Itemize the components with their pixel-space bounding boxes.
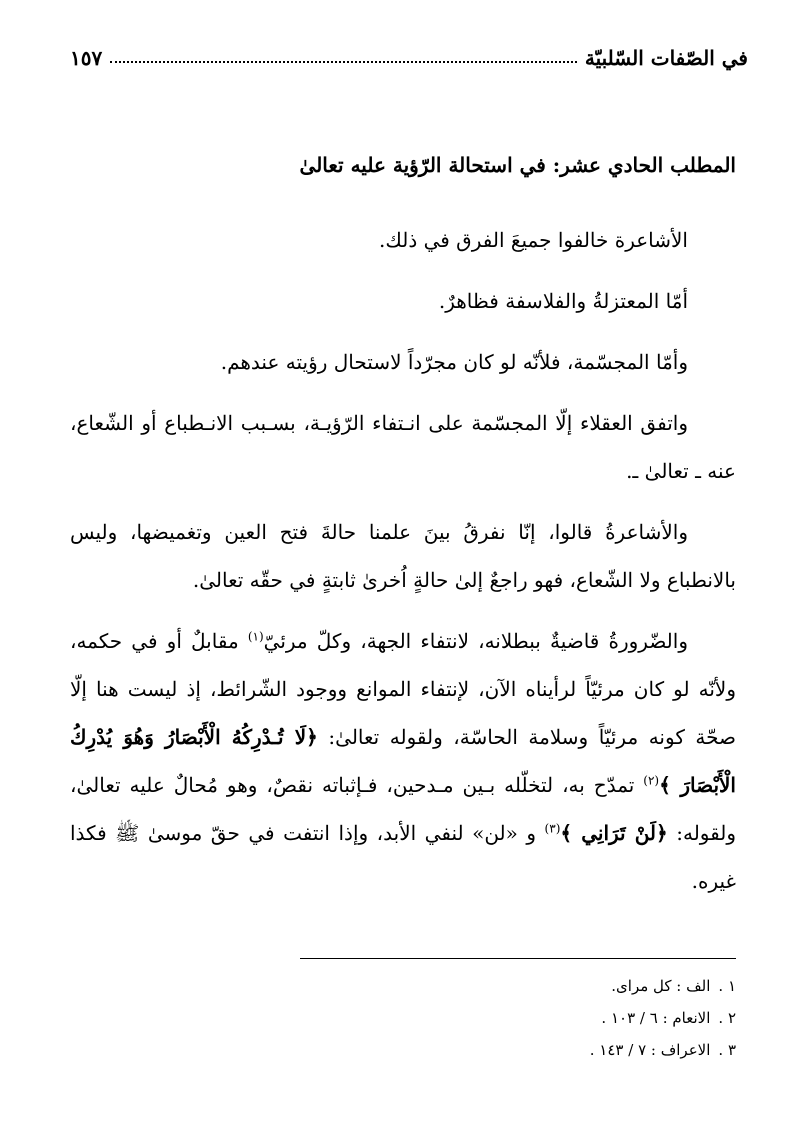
section-heading: المطلب الحادي عشر: في استحالة الرّؤية عليه تعالىٰ [299,153,736,177]
quran-quote-2: ﴿لَنْ تَرَانِي ﴾ [560,821,668,845]
footnote-divider [300,958,736,959]
paragraph-4: واتفق العقلاء إلّا المجسّمة على انـتفاء الرّؤيـة، بسـبب الانـطباع أو الشّعاع، عنه ـ تعالىٰ ـ. [70,411,736,483]
page-number: ١٥٧ [70,46,103,70]
header-dot-leader [110,60,577,63]
paragraph-6-part-1: والضّرورةُ قاضيةٌ ببطلانه، لانتفاء الجهة، وكلّ مرئيّ [263,629,688,653]
footnote-2 [136,1007,736,1029]
paragraph-6-part-2: مقابلٌ أو في حكمه، ولأنّه لو كان مرئيّاً لرأيناه الآن، لإنتفاء الموانع ووجود الشّرائط، إذ ليست هنا إلّا صحّة كونه مرئيّاً وسلامة الحاسّة، ولقوله تعالىٰ: [70,629,737,749]
footnote-text: الف : كل مراى. [611,977,711,995]
paragraph-6 [70,617,736,905]
footnote-1 [136,975,736,997]
paragraph-5: والأشاعرةُ قالوا، إنّا نفرقُ بينَ علمنا حالةَ فتح العين وتغميضها، وليس بالانطباع ولا الشّعاع، فهو راجعٌ إلىٰ حالةٍ اُخرىٰ ثابتةٍ في حقّه تعالىٰ. [70,520,736,592]
paragraph-6-part-3: تمدّح به، لتخلّله بـين مـدحين، فـإثباته نقصٌ، وهو مُحالٌ عليه تعالىٰ، ولقوله: [70,773,737,845]
footnote-ref-1[interactable]: (١) [247,629,264,644]
page-header [70,36,748,70]
paragraph-6-part-4: و «لن» لنفي الأبد، وإذا انتفت في حقّ موسىٰ ﷺ فكذا غيره. [70,821,736,893]
main-text [70,150,736,918]
footnote-number: ١ . [718,977,736,995]
footnote-ref-2[interactable]: (٢) [643,773,660,788]
footnotes [136,975,736,1071]
quran-quote-1: ﴿لَا تُـدْرِكُهُ الْأَبْصَارُ وَهُوَ يُدْرِكُ الْأَبْصَارَ ﴾ [70,725,736,797]
footnote-3 [136,1039,736,1061]
footnote-number: ٢ . [718,1009,736,1027]
footnote-text: الانعام : ٦ / ١٠٣ . [601,1009,711,1027]
footnote-text: الاعراف : ٧ / ١٤٣ . [589,1041,711,1059]
paragraph-2: أمّا المعتزلةُ والفلاسفة فظاهرٌ. [438,289,688,313]
paragraph-3: وأمّا المجسّمة، فلأنّه لو كان مجرّداً لاستحال رؤيته عندهم. [220,350,688,374]
paragraph-1: الأشاعرة خالفوا جميعَ الفرق في ذلك. [379,228,688,252]
footnote-ref-3[interactable]: (٣) [544,821,561,836]
running-title: في الصّفات السّلبيّة [584,46,748,70]
footnote-number: ٣ . [718,1041,736,1059]
